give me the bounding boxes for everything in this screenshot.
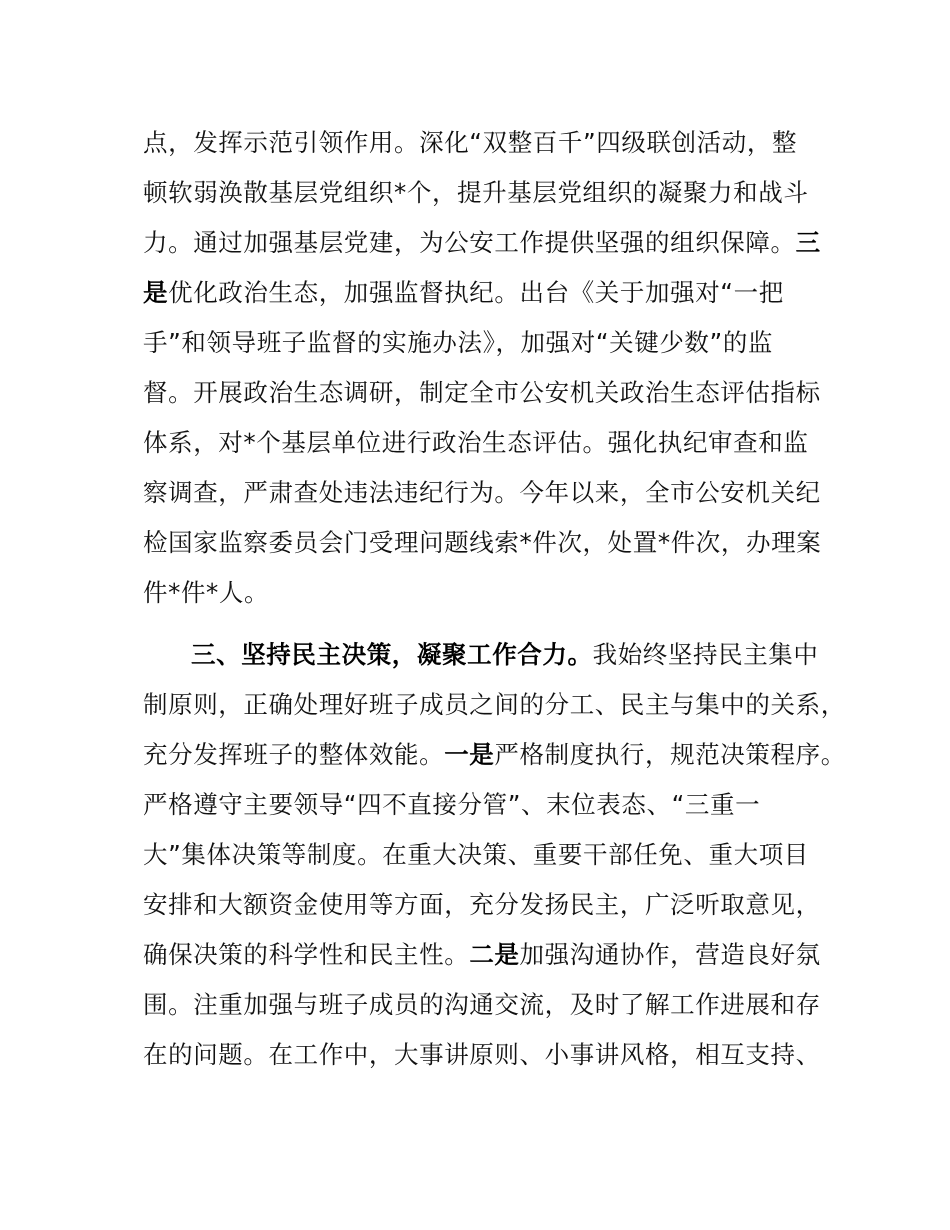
bold-text: 二是 [469, 940, 520, 969]
text-line [143, 478, 821, 508]
text-line [143, 940, 821, 970]
text-line [143, 740, 846, 770]
body-text: 优化政治生态，加强监督执纪。出台《关于加强对“一把 [168, 278, 784, 307]
text-line [143, 528, 821, 558]
text-line [143, 890, 821, 920]
body-text: 体系，对*个基层单位进行政治生态评估。强化执纪审查和监 [143, 428, 809, 457]
bold-text: 一是 [444, 740, 495, 769]
body-text: 充分发挥班子的整体效能。 [143, 740, 445, 769]
bold-text: 是 [143, 278, 169, 307]
body-text: 检国家监察委员会门受理问题线索*件次，处置*件次，办理案 [143, 528, 822, 557]
body-text: 在的问题。在工作中，大事讲原则、小事讲风格，相互支持、 [143, 1040, 821, 1069]
text-line [143, 990, 821, 1020]
body-text: 制原则，正确处理好班子成员之间的分工、民主与集中的关系， [143, 690, 846, 719]
text-line [143, 1040, 821, 1070]
text-line [143, 278, 784, 308]
text-line [143, 690, 846, 720]
body-text: 确保决策的科学性和民主性。 [143, 940, 470, 969]
section-heading-line [191, 640, 819, 670]
body-text: 督。开展政治生态调研，制定全市公安机关政治生态评估指标 [143, 378, 821, 407]
body-text: 力。通过加强基层党建，为公安工作提供坚强的组织保障。 [143, 228, 796, 257]
body-text: 严格制度执行，规范决策程序。 [494, 740, 846, 769]
body-text: 点，发挥示范引领作用。深化“双整百千”四级联创活动，整 [143, 128, 798, 157]
body-text: 安排和大额资金使用等方面，充分发扬民主，广泛听取意见， [143, 890, 821, 919]
text-line [143, 178, 808, 208]
body-text: 围。注重加强与班子成员的沟通交流，及时了解工作进展和存 [143, 990, 821, 1019]
text-line [143, 840, 809, 870]
bold-text: 三、坚持民主决策，凝聚工作合力。 [191, 640, 593, 669]
text-line [143, 578, 269, 608]
body-text: 我始终坚持民主集中 [592, 640, 819, 669]
body-text: 顿软弱涣散基层党组织*个，提升基层党组织的凝聚力和战斗 [143, 178, 809, 207]
bold-text: 三 [795, 228, 821, 257]
text-line [143, 790, 760, 820]
body-text: 察调查，严肃查处违法违纪行为。今年以来，全市公安机关纪 [143, 478, 821, 507]
body-text: 加强沟通协作，营造良好氛 [519, 940, 821, 969]
body-text: 件*件*人。 [143, 578, 270, 607]
text-line [143, 128, 797, 158]
text-line [143, 378, 821, 408]
text-line [143, 428, 808, 458]
text-line [143, 228, 821, 258]
body-text: 严格遵守主要领导“四不直接分管”、末位表态、“三重一 [143, 790, 761, 819]
body-text: 大”集体决策等制度。在重大决策、重要干部任免、重大项目 [143, 840, 809, 869]
text-line [143, 328, 773, 358]
body-text: 手”和领导班子监督的实施办法》，加强对“关键少数”的监 [143, 328, 774, 357]
